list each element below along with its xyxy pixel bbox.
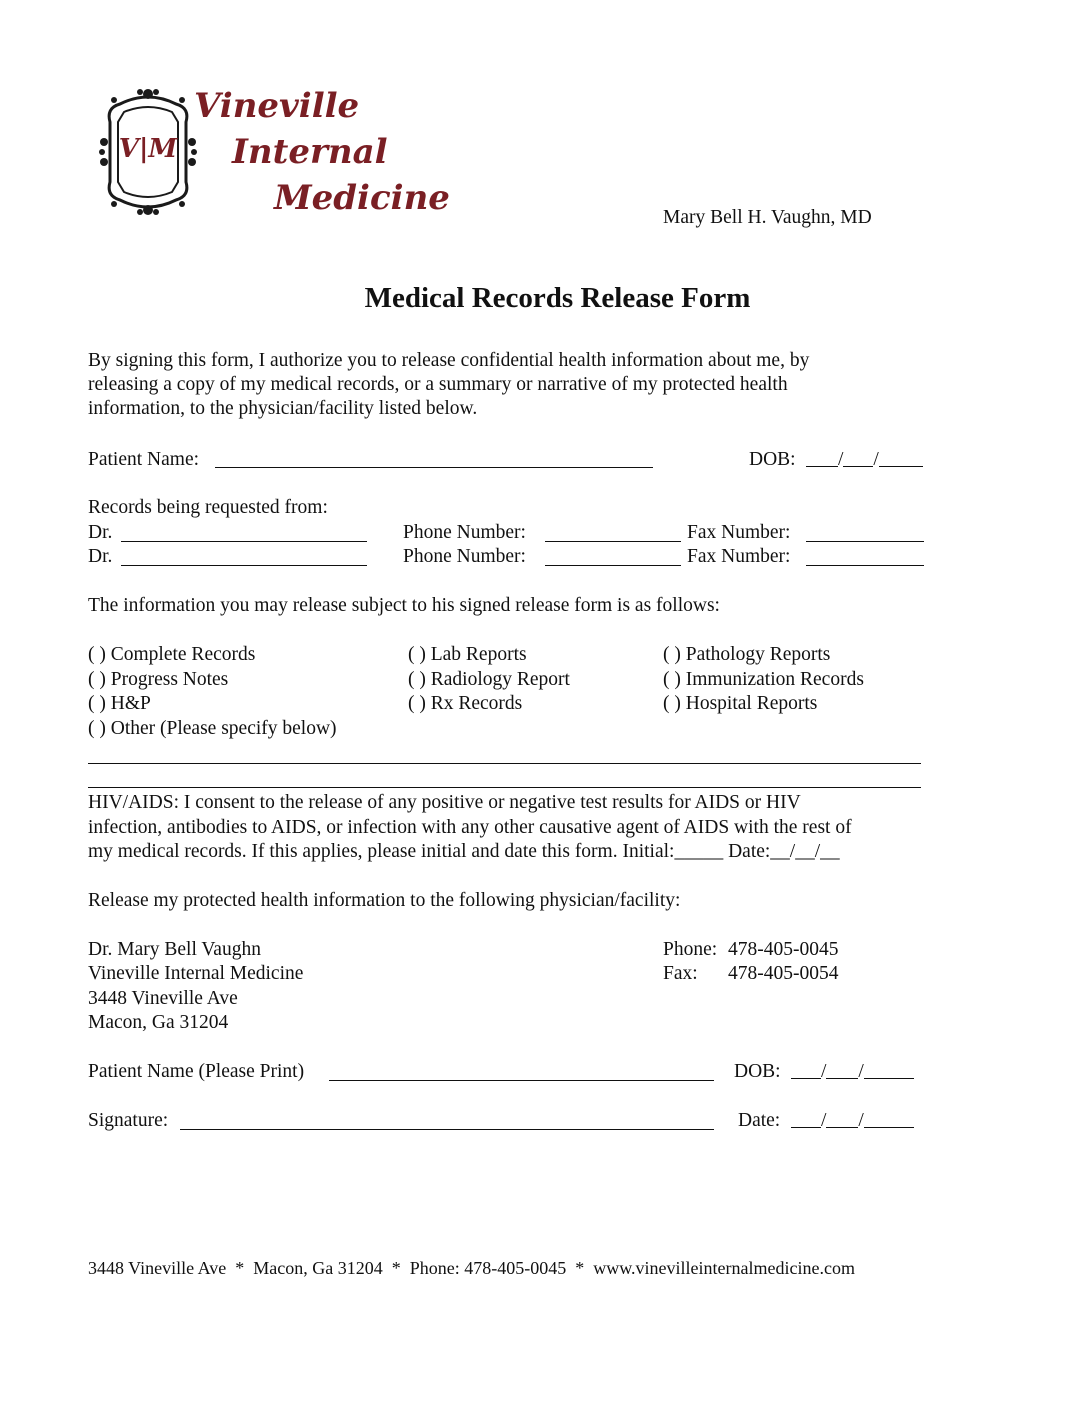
other-specify-line-1[interactable] (88, 763, 921, 764)
doctor-1-label: Dr. (88, 522, 113, 543)
recipient-street: 3448 Vineville Ave (88, 988, 238, 1009)
recipient-name: Dr. Mary Bell Vaughn (88, 939, 261, 960)
hiv-consent-line-3: my medical records. If this applies, please initial and date this form. Initial:_____ Date:__/__/__ (88, 841, 840, 862)
dob-field[interactable]: / / (806, 448, 923, 472)
recipient-phone: 478-405-0045 (728, 939, 839, 960)
date-label: Date: (738, 1110, 781, 1131)
phone-1-field[interactable] (545, 541, 681, 542)
signature-label: Signature: (88, 1110, 169, 1131)
info-release-text: The information you may release subject to his signed release form is as follows: (88, 595, 720, 616)
fax-1-label: Fax Number: (687, 522, 791, 543)
option-h-and-p[interactable]: ( ) H&P (88, 693, 151, 714)
phone-2-label: Phone Number: (403, 546, 526, 567)
option-hospital-reports[interactable]: ( ) Hospital Reports (663, 693, 818, 714)
option-complete-records[interactable]: ( ) Complete Records (88, 644, 256, 665)
release-to-text: Release my protected health information to the following physician/facility: (88, 890, 681, 911)
physician-header: Mary Bell H. Vaughn, MD (663, 207, 872, 228)
other-specify-line-2[interactable] (88, 787, 921, 788)
logo-monogram: V|M (118, 134, 178, 164)
doctor-2-label: Dr. (88, 546, 113, 567)
patient-name-label: Patient Name: (88, 449, 200, 470)
option-radiology-report[interactable]: ( ) Radiology Report (408, 669, 570, 690)
option-lab-reports[interactable]: ( ) Lab Reports (408, 644, 527, 665)
records-from-label: Records being requested from: (88, 497, 328, 518)
phone-1-label: Phone Number: (403, 522, 526, 543)
logo-word-medicine: Medicine (274, 178, 450, 218)
dob-label-2: DOB: (734, 1061, 781, 1082)
dob-field-2[interactable]: / / (791, 1060, 914, 1084)
recipient-city: Macon, Ga 31204 (88, 1012, 229, 1033)
option-rx-records[interactable]: ( ) Rx Records (408, 693, 523, 714)
dob-label: DOB: (749, 449, 796, 470)
recipient-fax: 478-405-0054 (728, 963, 839, 984)
option-other[interactable]: ( ) Other (Please specify below) (88, 718, 337, 739)
intro-paragraph: By signing this form, I authorize you to release confidential health information about me, by releasing a copy of my medical records, or a summary or narrative of my protected health information, to the physician/facility listed below. (88, 350, 810, 419)
practice-logo (98, 86, 450, 218)
date-field[interactable]: / / (791, 1109, 914, 1133)
patient-print-label: Patient Name (Please Print) (88, 1061, 305, 1082)
patient-print-field[interactable] (329, 1080, 714, 1081)
signature-field[interactable] (180, 1129, 714, 1130)
doctor-2-field[interactable] (121, 565, 367, 566)
option-immunization-records[interactable]: ( ) Immunization Records (663, 669, 864, 690)
recipient-fax-label: Fax: (663, 963, 698, 984)
fax-2-field[interactable] (806, 565, 924, 566)
page-title: Medical Records Release Form (364, 282, 751, 314)
option-pathology-reports[interactable]: ( ) Pathology Reports (663, 644, 831, 665)
recipient-phone-label: Phone: (663, 939, 718, 960)
patient-name-field[interactable] (215, 467, 653, 468)
logo-word-internal: Internal (232, 132, 388, 172)
logo-word-vineville: Vineville (194, 86, 360, 126)
doctor-1-field[interactable] (121, 541, 367, 542)
page-footer: 3448 Vineville Ave * Macon, Ga 31204 * Phone: 478-405-0045 * www.vinevilleinternalmedicine.com (88, 1258, 855, 1278)
hiv-consent-line-1: HIV/AIDS: I consent to the release of any positive or negative test results for AIDS or HIV (88, 792, 801, 813)
phone-2-field[interactable] (545, 565, 681, 566)
recipient-practice: Vineville Internal Medicine (88, 963, 304, 984)
hiv-consent-line-2: infection, antibodies to AIDS, or infection with any other causative agent of AIDS with the rest of (88, 817, 852, 838)
fax-1-field[interactable] (806, 541, 924, 542)
option-progress-notes[interactable]: ( ) Progress Notes (88, 669, 229, 690)
fax-2-label: Fax Number: (687, 546, 791, 567)
